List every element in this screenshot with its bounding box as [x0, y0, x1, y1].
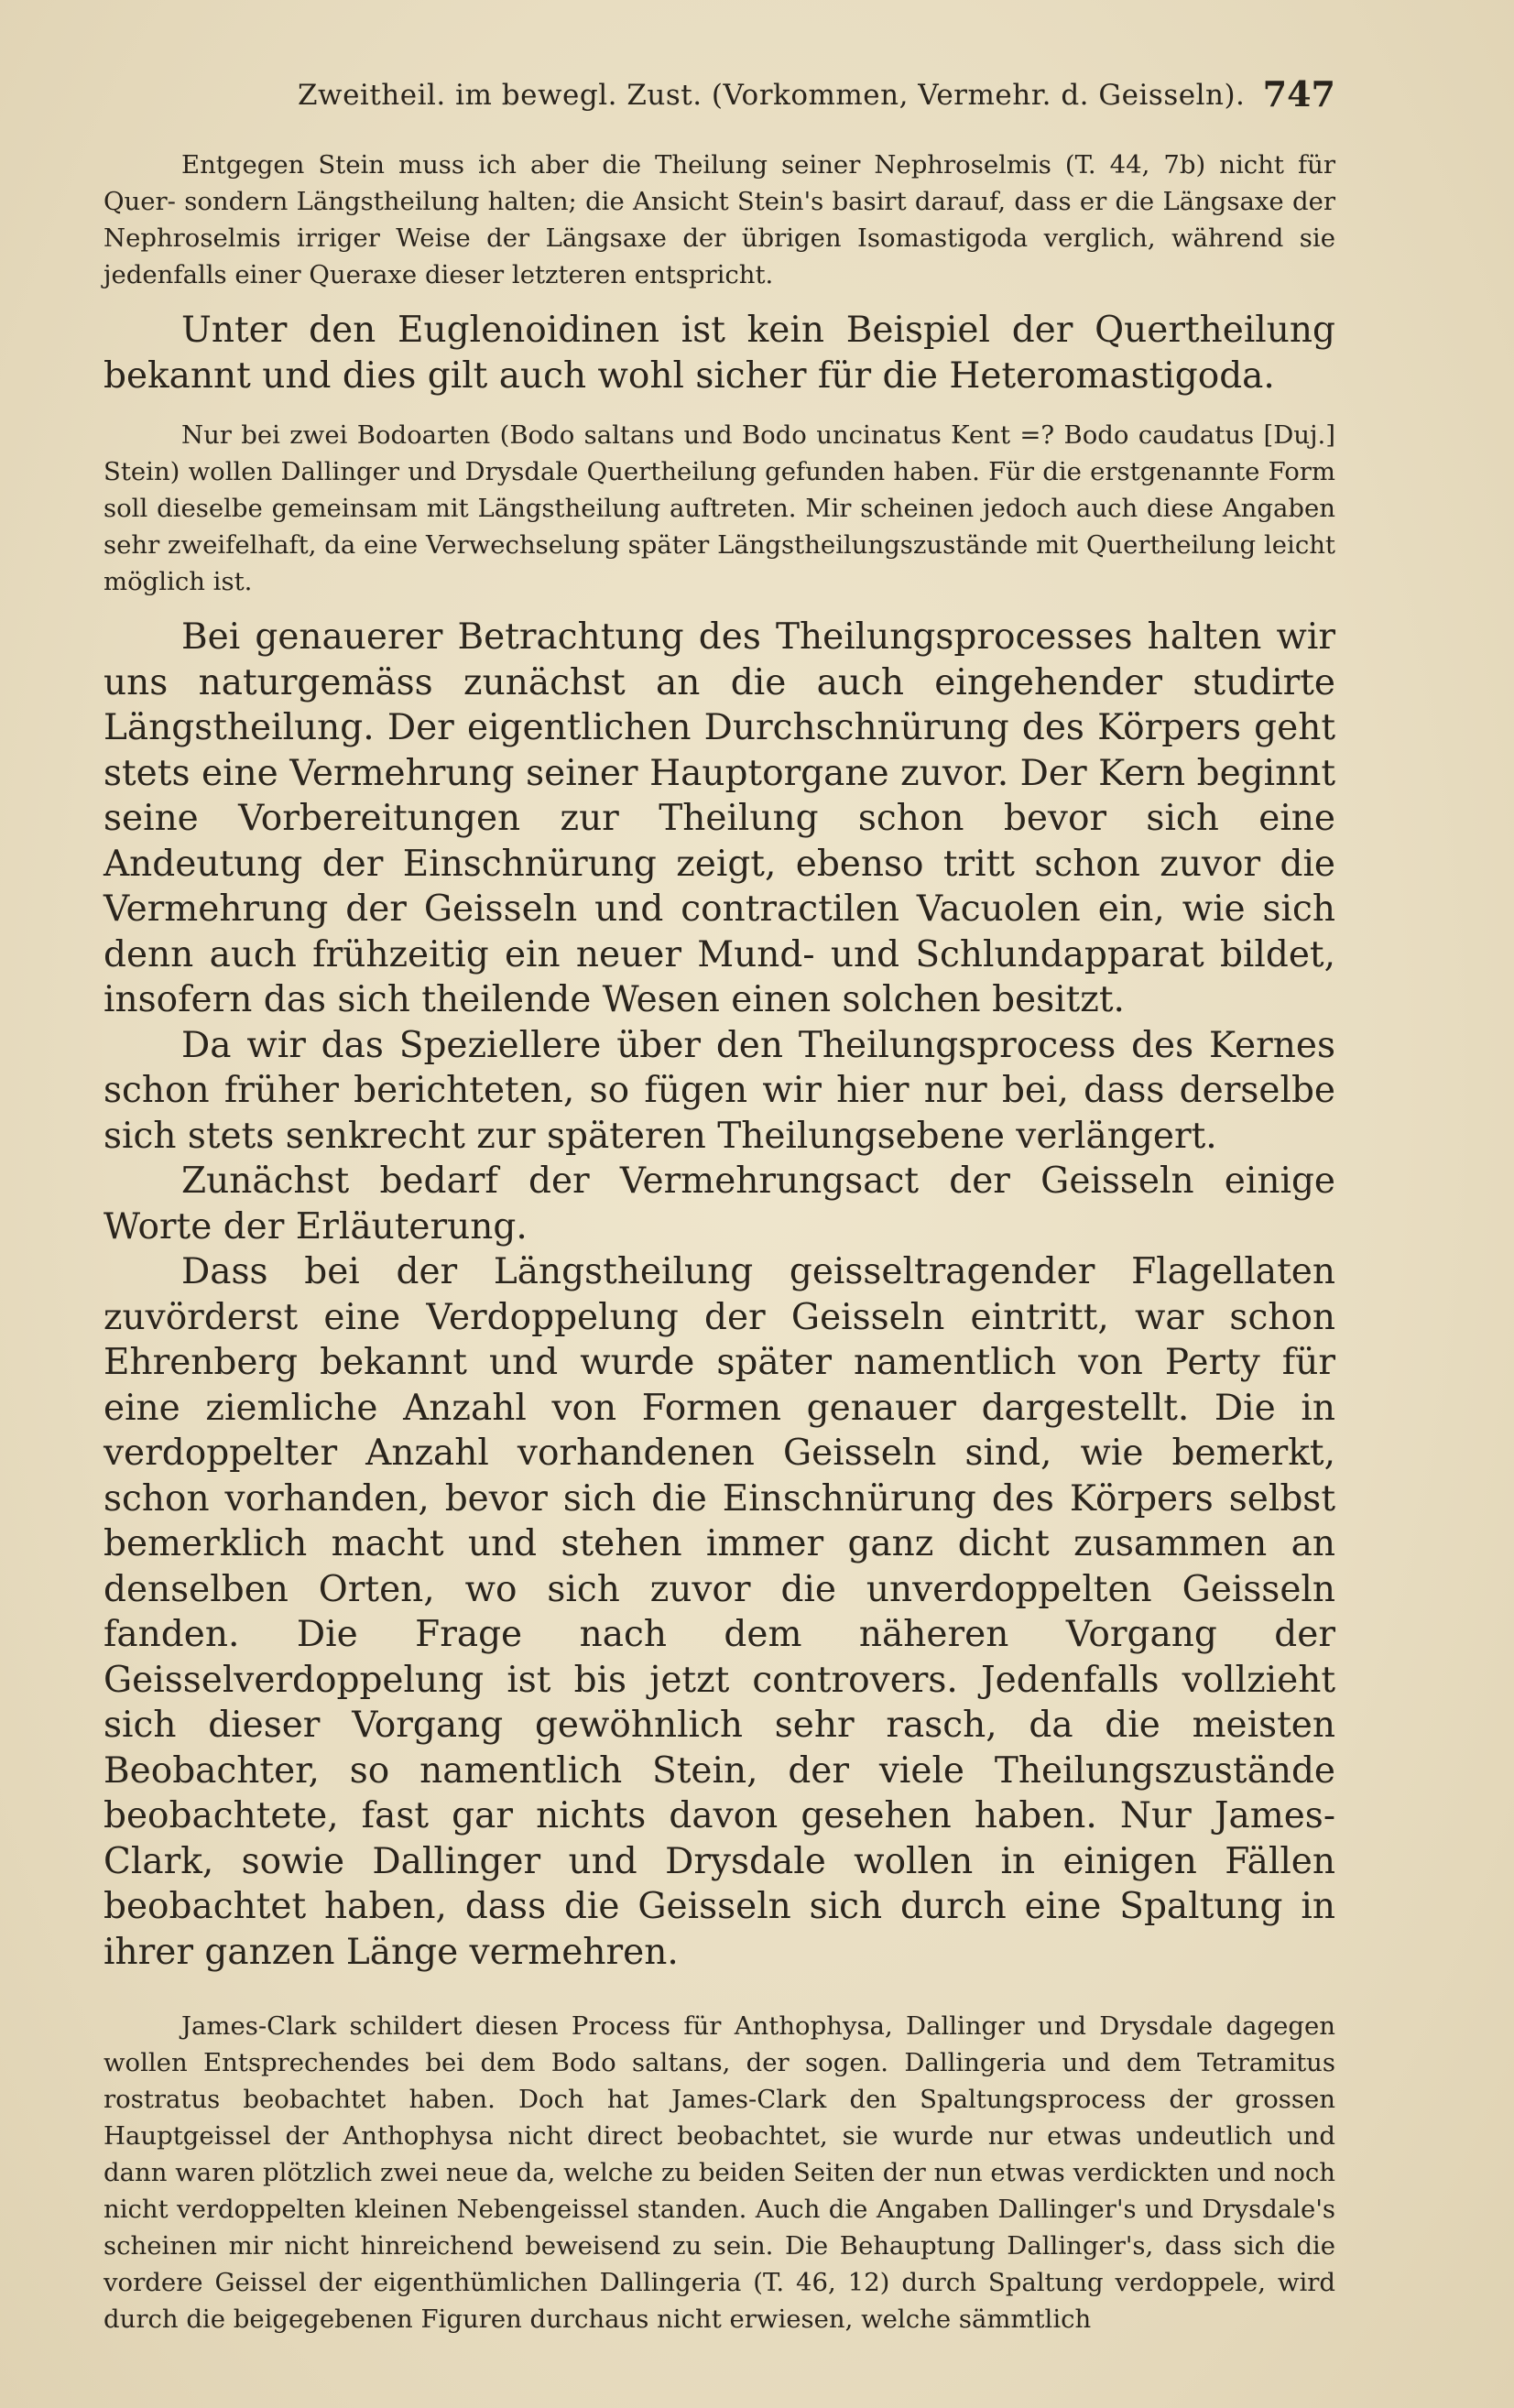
paragraph-5: Da wir das Speziellere über den Theilungsprocess des Kernes schon früher berichteten, so fügen wir hier nur bei, dass derselbe sich stets senkrecht zur späteren Theilungsebene verlängert.	[103, 1024, 1335, 1157]
paragraph-6: Zunächst bedarf der Vermehrungsact der Geisseln einige Worte der Erläuterung.	[103, 1160, 1335, 1248]
page-body	[103, 147, 1335, 2337]
paragraph-small-type-3: Nur bei zwei Bodoarten (Bodo saltans und Bodo uncinatus Kent =? Bodo caudatus [Duj.] Stein) wollen Dallinger und Drysdale Quertheilung gefunden haben. Für die erstgenannte Form soll dieselbe gemeinsam mit Längstheilung auftreten. Mir scheinen jedoch auch diese Angaben sehr zweifelhaft, da eine Verwechselung später Längstheilungszustände mit Quertheilung leicht möglich ist.	[103, 420, 1335, 596]
paragraph-4: Bei genauerer Betrachtung des Theilungsprocesses halten wir uns naturgemäss zunächst an die auch eingehender studirte Längstheilung. Der eigentlichen Durchschnürung des Körpers geht stets eine Vermehrung seiner Hauptorgane zuvor. Der Kern beginnt seine Vorbereitungen zur Theilung schon bevor sich eine Andeutung der Einschnürung zeigt, ebenso tritt schon zuvor die Vermehrung der Geisseln und contractilen Vacuolen ein, wie sich denn auch frühzeitig ein neuer Mund- und Schlundapparat bildet, insofern das sich theilende Wesen einen solchen besitzt.	[103, 616, 1335, 1020]
paragraph-small-type-1: Entgegen Stein muss ich aber die Theilung seiner Nephroselmis (T. 44, 7b) nicht für Quer- sondern Längstheilung halten; die Ansicht Stein's basirt darauf, dass er die Längsaxe der Nephroselmis irriger Weise der Längsaxe der übrigen Isomastigoda verglich, während sie jedenfalls einer Queraxe dieser letzteren entspricht.	[103, 150, 1335, 289]
paragraph-7: Dass bei der Längstheilung geisseltragender Flagellaten zuvörderst eine Verdoppelung der Geisseln eintritt, war schon Ehrenberg bekannt und wurde später namentlich von Perty für eine ziemliche Anzahl von Formen genauer dargestellt. Die in verdoppelter Anzahl vorhandenen Geisseln sind, wie bemerkt, schon vorhanden, bevor sich die Einschnürung des Körpers selbst bemerklich macht und stehen immer ganz dicht zusammen an denselben Orten, wo sich zuvor die unverdoppelten Geisseln fanden. Die Frage nach dem näheren Vorgang der Geisselverdoppelung ist bis jetzt controvers. Jedenfalls vollzieht sich dieser Vorgang gewöhnlich sehr rasch, da die meisten Beobachter, so namentlich Stein, der viele Theilungszustände beobachtete, fast gar nichts davon gesehen haben. Nur James-Clark, sowie Dallinger und Drysdale wollen in einigen Fällen beobachtet haben, dass die Geisseln sich durch eine Spaltung in ihrer ganzen Länge vermehren.	[103, 1251, 1335, 1973]
page-header	[103, 73, 1335, 119]
footnote-paragraph-small-type: James-Clark schildert diesen Process für Anthophysa, Dallinger und Drysdale dagegen wollen Entsprechendes bei dem Bodo saltans, der sogen. Dallingeria und dem Tetramitus rostratus beobachtet haben. Doch hat James-Clark den Spaltungsprocess der grossen Hauptgeissel der Anthophysa nicht direct beobachtet, sie wurde nur etwas undeutlich und dann waren plötzlich zwei neue da, welche zu beiden Seiten der nun etwas verdickten und noch nicht verdoppelten kleinen Nebengeissel standen. Auch die Angaben Dallinger's und Drysdale's scheinen mir nicht hinreichend beweisend zu sein. Die Behauptung Dallinger's, dass sich die vordere Geissel der eigenthümlichen Dallingeria (T. 46, 12) durch Spaltung verdoppele, wird durch die beigegebenen Figuren durchaus nicht erwiesen, welche sämmtlich	[103, 2011, 1335, 2334]
page-number: 747	[1262, 73, 1335, 114]
paragraph-2: Unter den Euglenoidinen ist kein Beispiel der Quertheilung bekannt und dies gilt auch wohl sicher für die Heteromastigoda.	[103, 310, 1335, 397]
running-head: Zweitheil. im bewegl. Zust. (Vorkommen, Vermehr. d. Geisseln).	[298, 79, 1246, 112]
